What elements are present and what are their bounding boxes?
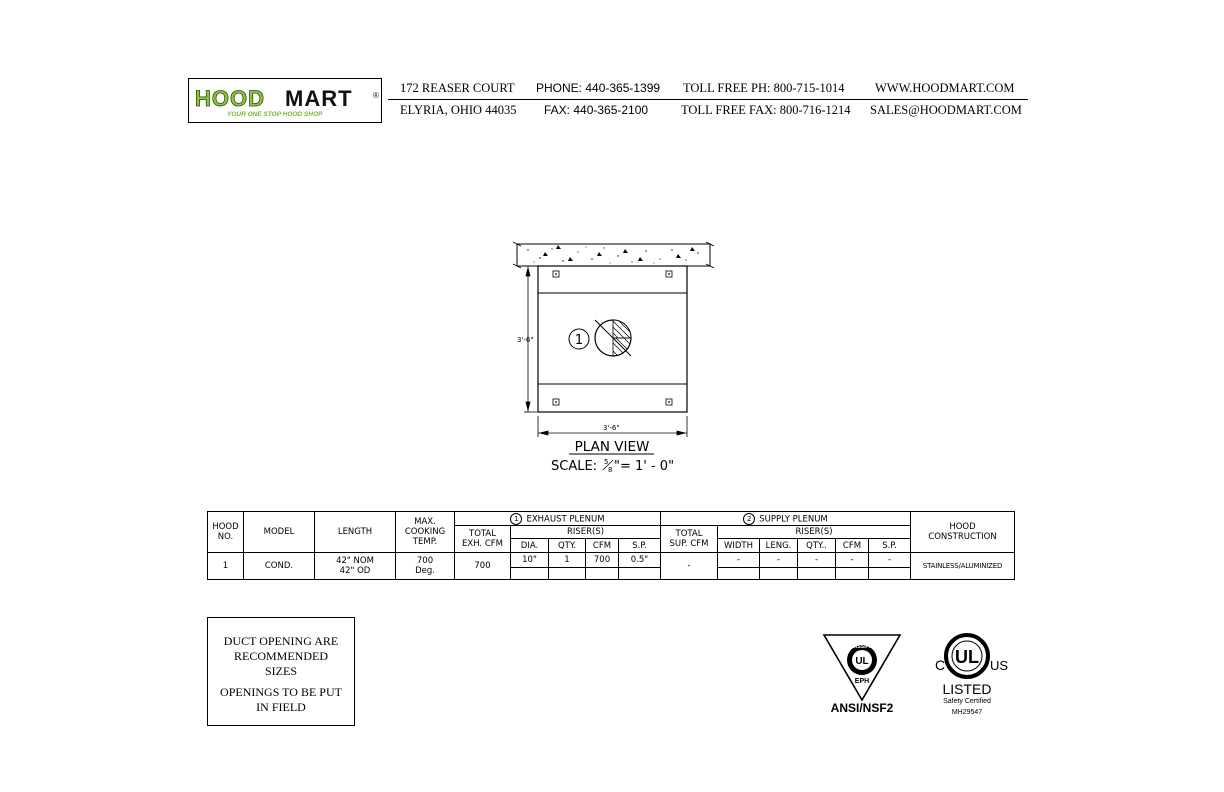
header-exh-qty: QTY.: [549, 539, 586, 553]
header-max-temp: MAX. COOKING TEMP.: [396, 512, 455, 553]
nsf-label: ANSI/NSF2: [830, 701, 894, 715]
duct-note-box: [207, 617, 355, 726]
note-line-1: DUCT OPENING ARE RECOMMENDED SIZES: [223, 634, 339, 678]
header-sup-length: LENG.: [760, 539, 798, 553]
header-exh-sp: S.P.: [619, 539, 661, 553]
email-link[interactable]: SALES@HOODMART.COM: [870, 103, 1022, 117]
ul-listed-mark: [928, 630, 1012, 720]
header-exh-risers: RISER(S): [511, 526, 661, 539]
header-exh-dia: DIA.: [511, 539, 549, 553]
logo-box: [188, 78, 382, 123]
website-link[interactable]: WWW.HOODMART.COM: [875, 81, 1015, 95]
cell-empty: [869, 568, 911, 580]
plan-view-drawing: [500, 232, 730, 482]
cell-exh-dia: 10": [511, 553, 549, 568]
cell-empty: [619, 568, 661, 580]
logo-word-hood: HOOD: [195, 86, 265, 111]
address-line1: 172 REASER COURT: [400, 81, 515, 95]
header-sup-qty: QTY..: [798, 539, 836, 553]
exhaust-plenum-number: 1: [510, 513, 522, 525]
cell-sup-length: -: [760, 553, 798, 568]
scale-suffix: "= 1' - 0": [614, 459, 675, 474]
address-line2: ELYRIA, OHIO 44035: [400, 103, 517, 117]
cell-length: 42" NOM 42" OD: [315, 553, 396, 580]
toll-free-fax: TOLL FREE FAX: 800-716-1214: [681, 103, 851, 117]
supply-plenum-number: 2: [743, 513, 755, 525]
callout-number: 1: [574, 333, 584, 348]
nsf-classified-text: CLASSIFIED: [847, 644, 877, 650]
ul-us-mark: US: [990, 658, 1009, 673]
phone-number: PHONE: 440-365-1399: [536, 81, 661, 95]
header-sup-sp: S.P.: [869, 539, 911, 553]
fax-number: FAX: 440-365-2100: [544, 103, 649, 117]
ul-listed-logo-mark: UL: [955, 647, 979, 667]
cell-sup-sp: -: [869, 553, 911, 568]
header-supply-plenum: 2 SUPPLY PLENUM: [661, 512, 911, 526]
header-model: MODEL: [244, 512, 315, 553]
cell-empty: [798, 568, 836, 580]
scale-denominator: 8: [608, 466, 613, 474]
hood-body: [538, 266, 687, 412]
toll-free-phone: TOLL FREE PH: 800-715-1014: [683, 81, 845, 95]
cell-total-exh: 700: [455, 553, 511, 580]
header-hood-no: HOOD NO.: [208, 512, 244, 553]
plan-view-title: PLAN VIEW: [574, 439, 650, 455]
width-dimension-label: 3'-6": [603, 424, 620, 432]
header-total-sup-cfm: TOTAL SUP. CFM: [661, 526, 718, 553]
cell-hood-no: 1: [208, 553, 244, 580]
cell-empty: [760, 568, 798, 580]
ul-c-mark: C: [935, 657, 946, 673]
cell-exh-qty: 1: [549, 553, 586, 568]
header-total-exh-cfm: TOTAL EXH. CFM: [455, 526, 511, 553]
header-sup-risers: RISER(S): [718, 526, 911, 539]
cell-construction: STAINLESS/ALUMINIZED: [911, 553, 1015, 580]
cell-sup-width: -: [718, 553, 760, 568]
header-rule: [388, 99, 1028, 100]
hood-spec-table: [207, 511, 1015, 580]
cell-exh-sp: 0.5": [619, 553, 661, 568]
cell-total-sup: -: [661, 553, 718, 580]
ul-cert-number: MH29547: [951, 709, 983, 716]
height-dimension-label: 3'-6": [517, 336, 534, 344]
cell-sup-cfm: -: [836, 553, 869, 568]
header-construction: HOOD CONSTRUCTION: [911, 512, 1015, 553]
cell-empty: [549, 568, 586, 580]
header-sup-width: WIDTH: [718, 539, 760, 553]
logo-tagline: YOUR ONE STOP HOOD SHOP: [227, 111, 323, 118]
cell-sup-qty: -: [798, 553, 836, 568]
note-line-2: OPENINGS TO BE PUT IN FIELD: [220, 685, 342, 714]
scale-numerator: 5: [604, 458, 609, 466]
header-exhaust-plenum: 1 EXHAUST PLENUM: [455, 512, 661, 526]
header-length: LENGTH: [315, 512, 396, 553]
cell-temp: 700 Deg.: [396, 553, 455, 580]
hoodmart-logo: [189, 79, 383, 124]
nsf-classified-mark: [820, 630, 904, 718]
cell-empty: [511, 568, 549, 580]
header-sup-cfm: CFM: [836, 539, 869, 553]
cell-model: COND.: [244, 553, 315, 580]
ul-safety-text: Safety Certified: [943, 698, 991, 705]
nsf-eph-text: EPH: [854, 678, 870, 685]
drawing-scale: [551, 458, 674, 474]
riser-callout: [569, 329, 589, 349]
nsf-ul-mark: UL: [855, 656, 869, 667]
scale-prefix: SCALE:: [551, 459, 598, 474]
cell-empty: [718, 568, 760, 580]
cell-empty: [586, 568, 619, 580]
cell-empty: [836, 568, 869, 580]
exhaust-riser-symbol: [595, 310, 655, 377]
ceiling-slab: [513, 242, 714, 268]
header-exh-cfm: CFM: [586, 539, 619, 553]
ul-listed-text: LISTED: [942, 681, 992, 697]
logo-reg-mark: ®: [373, 91, 379, 100]
logo-word-mart: MART: [285, 86, 353, 111]
cell-exh-cfm: 700: [586, 553, 619, 568]
